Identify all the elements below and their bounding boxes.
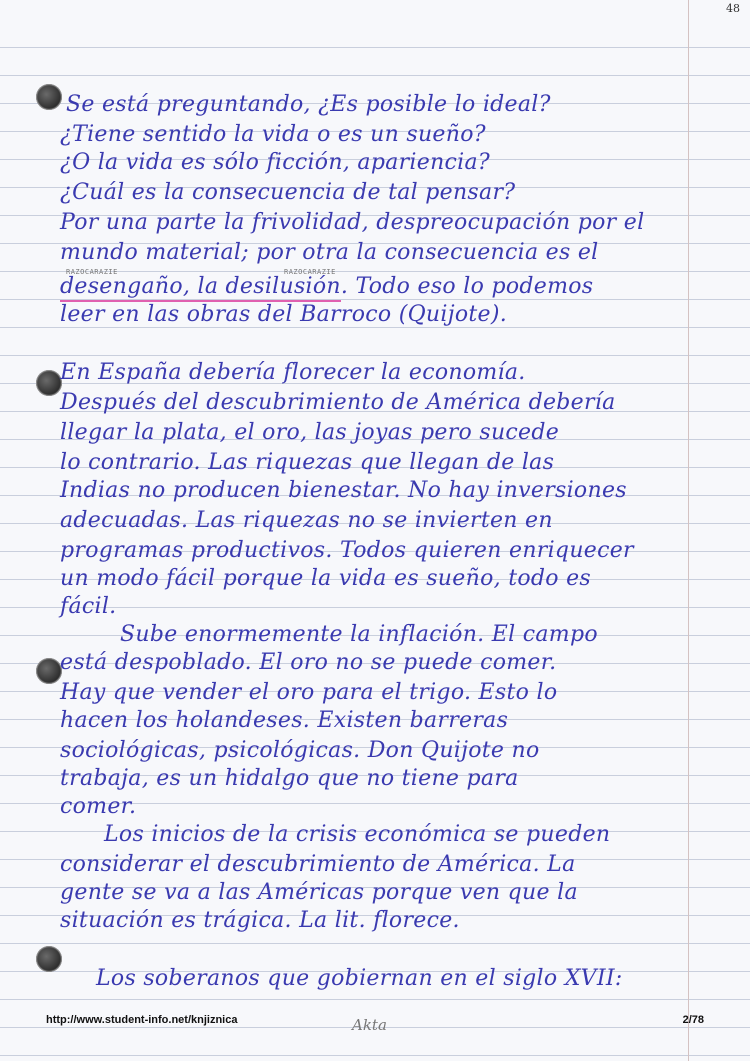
- handwritten-line: está despoblado. El oro no se puede comer.: [60, 650, 557, 675]
- margin-note: RAZOCARAZIE: [284, 268, 336, 276]
- margin-note: RAZOCARAZIE: [66, 268, 118, 276]
- handwritten-line: Indias no producen bienestar. No hay inversiones: [60, 478, 627, 503]
- footer-url: http://www.student-info.net/knjiznica: [46, 1014, 238, 1026]
- handwritten-line: ¿O la vida es sólo ficción, apariencia?: [60, 150, 491, 175]
- punch-hole: [36, 84, 62, 110]
- handwritten-line: considerar el descubrimiento de América. La: [60, 852, 576, 877]
- handwritten-line: Se está preguntando, ¿Es posible lo ideal?: [66, 92, 551, 117]
- handwritten-line: Hay que vender el oro para el trigo. Esto lo: [60, 680, 558, 705]
- handwritten-line: programas productivos. Todos quieren enriquecer: [60, 538, 634, 563]
- punch-hole: [36, 658, 62, 684]
- punch-hole: [36, 370, 62, 396]
- handwritten-line: gente se va a las Américas porque ven que la: [60, 880, 578, 905]
- handwritten-line: lo contrario. Las riquezas que llegan de las: [60, 450, 555, 475]
- handwritten-line: sociológicas, psicológicas. Don Quijote no: [60, 738, 540, 763]
- handwritten-line: situación es trágica. La lit. florece.: [60, 908, 460, 933]
- highlighted-phrase: desengaño, la desilusión: [60, 274, 341, 302]
- handwritten-line: [60, 274, 593, 299]
- handwritten-line: hacen los holandeses. Existen barreras: [60, 708, 509, 733]
- handwritten-line: Los soberanos que gobiernan en el siglo XVII:: [96, 966, 623, 991]
- handwritten-line: leer en las obras del Barroco (Quijote).: [60, 302, 508, 327]
- handwritten-line: llegar la plata, el oro, las joyas pero sucede: [60, 420, 560, 445]
- handwritten-line: Después del descubrimiento de América debería: [60, 390, 616, 415]
- line-rest: . Todo eso lo podemos: [340, 274, 594, 299]
- margin-rule: [688, 0, 689, 1061]
- handwritten-line: mundo material; por otra la consecuencia es el: [60, 240, 599, 265]
- notebook-logo: Akta: [352, 1016, 387, 1034]
- handwritten-line: En España debería florecer la economía.: [60, 360, 526, 385]
- page-number: 48: [726, 2, 740, 15]
- handwritten-line: Por una parte la frivolidad, despreocupación por el: [60, 210, 645, 235]
- handwritten-line: Los inicios de la crisis económica se pueden: [104, 822, 611, 847]
- handwritten-line: trabaja, es un hidalgo que no tiene para: [60, 766, 519, 791]
- handwritten-line: ¿Tiene sentido la vida o es un sueño?: [60, 122, 486, 147]
- handwritten-line: adecuadas. Las riquezas no se invierten en: [60, 508, 553, 533]
- handwritten-line: comer.: [60, 794, 137, 819]
- punch-hole: [36, 946, 62, 972]
- handwritten-line: Sube enormemente la inflación. El campo: [120, 622, 598, 647]
- handwritten-line: un modo fácil porque la vida es sueño, todo es: [60, 566, 592, 591]
- footer-page-count: 2/78: [682, 1014, 704, 1026]
- handwritten-line: fácil.: [60, 594, 117, 619]
- handwritten-line: ¿Cuál es la consecuencia de tal pensar?: [60, 180, 516, 205]
